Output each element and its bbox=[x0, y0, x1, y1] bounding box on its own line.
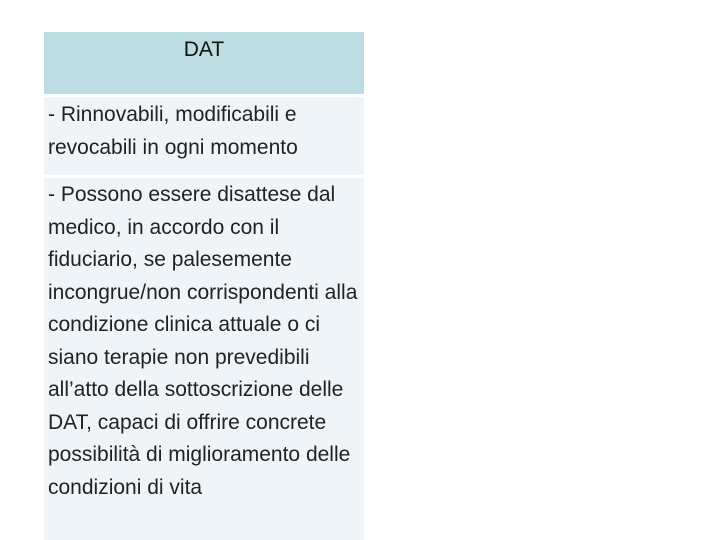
table-row-disregard: - Possono essere disattese dal medico, in accordo con il fiduciario, se palesemente incongrue/non corrispondenti alla condizione clinica attuale o ci siano terapie non prevedibili all’atto della sottoscrizione delle DAT, capaci di offrire concrete possibilità di miglioramento delle condizioni di vita bbox=[44, 175, 364, 540]
table-header: DAT bbox=[44, 32, 364, 94]
dat-table bbox=[42, 32, 364, 540]
table-row-renewable: - Rinnovabili, modificabili e revocabili in ogni momento bbox=[44, 94, 364, 175]
